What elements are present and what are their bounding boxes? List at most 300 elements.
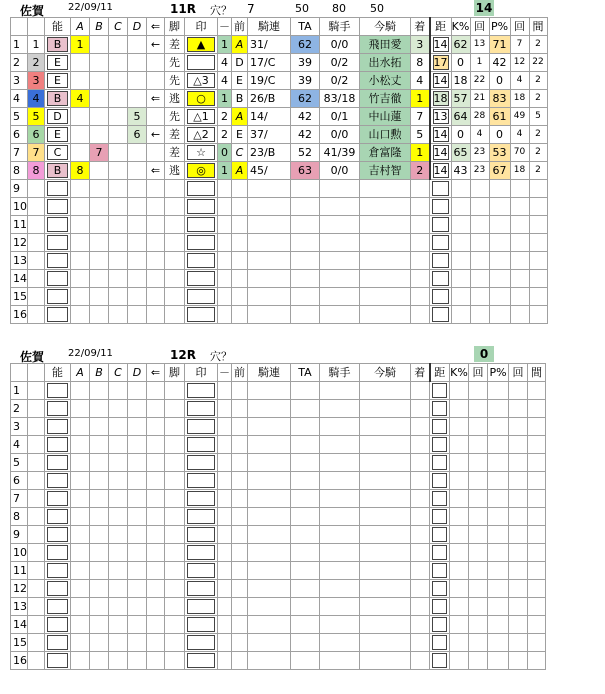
mark-box	[187, 563, 215, 578]
rank	[218, 526, 232, 544]
p-count	[510, 252, 529, 270]
kyaku: 先	[165, 54, 185, 72]
table-row	[11, 234, 548, 252]
k-count	[469, 652, 488, 670]
nou	[45, 108, 71, 126]
nou-box	[47, 199, 68, 214]
col-b	[90, 634, 109, 652]
col-a	[71, 526, 90, 544]
chaku: 1	[411, 144, 430, 162]
interval	[529, 288, 547, 306]
nou	[45, 36, 71, 54]
waku	[28, 270, 45, 288]
p-count	[509, 652, 528, 670]
mark	[185, 270, 218, 288]
col-b	[90, 418, 109, 436]
row-no: 2	[11, 54, 28, 72]
kisyu: 0/0	[320, 162, 360, 180]
rank	[218, 400, 232, 418]
kyori-box	[432, 509, 447, 524]
k-pct	[451, 180, 470, 198]
col-d	[128, 508, 147, 526]
row-no: 4	[11, 90, 28, 108]
chaku	[411, 418, 430, 436]
p-count	[509, 472, 528, 490]
kyori-box	[432, 181, 449, 196]
jockey-name: 吉村智	[360, 162, 411, 180]
jockey-name	[360, 580, 411, 598]
kyori	[430, 580, 450, 598]
kisyu-threshold: 50	[370, 2, 384, 15]
col-d	[128, 526, 147, 544]
kisyu	[320, 454, 360, 472]
table-row	[11, 652, 546, 670]
mae: C	[232, 144, 248, 162]
mae	[232, 508, 248, 526]
nou-box: B	[47, 163, 68, 178]
kyori	[430, 126, 452, 144]
mark	[185, 418, 218, 436]
ta	[291, 180, 320, 198]
kisyuren	[248, 216, 291, 234]
nou	[45, 472, 71, 490]
col-a	[71, 382, 90, 400]
kisyuren: 37/	[248, 126, 291, 144]
table-row	[11, 270, 548, 288]
waku: 4	[28, 90, 45, 108]
k-pct: 65	[451, 144, 470, 162]
jockey-name	[360, 418, 411, 436]
ana-label: 穴？	[210, 350, 232, 363]
table-row	[11, 490, 546, 508]
kisyu	[320, 544, 360, 562]
mae	[232, 652, 248, 670]
kyori-box: 13	[433, 110, 448, 123]
kisyuren	[248, 400, 291, 418]
kyori	[430, 508, 450, 526]
kisyuren: 23/B	[248, 144, 291, 162]
col-c	[109, 562, 128, 580]
mark	[185, 54, 218, 72]
rank	[218, 288, 232, 306]
interval: 2	[529, 144, 547, 162]
kisyuren	[248, 526, 291, 544]
p-pct: 0	[489, 72, 510, 90]
kyaku	[165, 526, 185, 544]
p-count	[509, 418, 528, 436]
col-a	[71, 544, 90, 562]
table-row	[11, 508, 546, 526]
k-count	[469, 526, 488, 544]
nou-box	[47, 563, 68, 578]
kyori	[430, 634, 450, 652]
ta	[291, 418, 320, 436]
nou-box	[47, 581, 68, 596]
jockey-name	[360, 180, 411, 198]
p-pct	[489, 306, 510, 324]
nou-box: E	[47, 127, 68, 142]
kisyu: 83/18	[320, 90, 360, 108]
col-b	[90, 54, 109, 72]
kisyuren	[248, 562, 291, 580]
mark-box	[187, 235, 215, 250]
row-no: 13	[11, 252, 28, 270]
ta	[291, 454, 320, 472]
col-c	[109, 418, 128, 436]
arrow	[147, 580, 165, 598]
col-header-kisyuren: 騎連	[248, 364, 291, 382]
col-c	[109, 162, 128, 180]
chaku	[411, 616, 430, 634]
kyaku	[165, 580, 185, 598]
col-d	[128, 162, 147, 180]
kyaku	[165, 180, 185, 198]
col-d	[128, 562, 147, 580]
col-a	[71, 598, 90, 616]
col-header-rank: －	[218, 18, 232, 36]
waku: 1	[28, 36, 45, 54]
col-c	[109, 126, 128, 144]
k-pct	[450, 544, 469, 562]
col-b: 7	[90, 144, 109, 162]
k-pct	[450, 472, 469, 490]
rank	[218, 580, 232, 598]
jockey-name: 小松丈	[360, 72, 411, 90]
arrow	[147, 472, 165, 490]
mark-box	[187, 617, 215, 632]
interval: 2	[529, 126, 547, 144]
kyaku	[165, 234, 185, 252]
table-row	[11, 162, 548, 180]
k-pct	[450, 562, 469, 580]
kyaku	[165, 454, 185, 472]
col-d	[128, 580, 147, 598]
col-c	[109, 54, 128, 72]
k-count	[469, 454, 488, 472]
kisyuren	[248, 198, 291, 216]
kisyuren: 31/	[248, 36, 291, 54]
col-a: 8	[71, 162, 90, 180]
kisyuren: 14/	[248, 108, 291, 126]
col-header-interval: 間	[529, 18, 547, 36]
col-d	[128, 144, 147, 162]
p-pct	[488, 652, 509, 670]
col-header-row-no	[11, 18, 28, 36]
kyaku	[165, 508, 185, 526]
ta: 63	[291, 162, 320, 180]
kisyu: 0/0	[320, 126, 360, 144]
col-header-k-count: 回	[469, 364, 488, 382]
row-no: 12	[11, 234, 28, 252]
mae	[232, 454, 248, 472]
col-header-kisyu: 騎手	[320, 18, 360, 36]
nou-box	[47, 383, 68, 398]
nou-box	[47, 307, 68, 322]
mark	[185, 180, 218, 198]
col-a	[71, 472, 90, 490]
p-count: 70	[510, 144, 529, 162]
interval	[529, 252, 547, 270]
col-header-col-c: C	[109, 364, 128, 382]
interval	[528, 544, 546, 562]
mark-box	[187, 307, 215, 322]
nou	[45, 180, 71, 198]
p-pct	[488, 562, 509, 580]
rank	[218, 562, 232, 580]
kisyuren	[248, 598, 291, 616]
kisyuren	[248, 382, 291, 400]
jockey-name	[360, 234, 411, 252]
k-count: 22	[470, 72, 489, 90]
nou-box	[47, 545, 68, 560]
nou-box	[47, 181, 68, 196]
p-count	[510, 180, 529, 198]
k-count	[469, 436, 488, 454]
kisyu	[320, 288, 360, 306]
mae	[232, 288, 248, 306]
kyori-box	[432, 617, 447, 632]
ta: 52	[291, 144, 320, 162]
kyaku	[165, 306, 185, 324]
mark-box	[187, 509, 215, 524]
k-pct	[450, 400, 469, 418]
p-pct	[488, 634, 509, 652]
mark	[185, 436, 218, 454]
mae: A	[232, 162, 248, 180]
mark-box: ▲	[187, 37, 215, 52]
row-no: 13	[11, 598, 28, 616]
k-count	[470, 234, 489, 252]
table-row	[11, 288, 548, 306]
ta	[291, 288, 320, 306]
col-a	[71, 54, 90, 72]
nou	[45, 652, 71, 670]
rank: 1	[218, 162, 232, 180]
col-b	[90, 72, 109, 90]
rank: 1	[218, 36, 232, 54]
col-a	[71, 418, 90, 436]
waku	[28, 418, 45, 436]
kyori	[430, 288, 452, 306]
waku	[28, 652, 45, 670]
col-b	[90, 652, 109, 670]
nou	[45, 90, 71, 108]
arrow: ⇐	[147, 90, 165, 108]
p-count	[509, 400, 528, 418]
table-row	[11, 382, 546, 400]
waku	[28, 288, 45, 306]
chaku	[411, 288, 430, 306]
waku	[28, 544, 45, 562]
jockey-name	[360, 288, 411, 306]
interval: 2	[529, 90, 547, 108]
col-b	[90, 472, 109, 490]
col-a	[71, 288, 90, 306]
row-no: 8	[11, 162, 28, 180]
row-no: 7	[11, 490, 28, 508]
mae	[232, 598, 248, 616]
table-row	[11, 90, 548, 108]
arrow	[147, 72, 165, 90]
p-count: 7	[510, 36, 529, 54]
nou	[45, 162, 71, 180]
kisyu	[320, 270, 360, 288]
mark-box: ○	[187, 91, 215, 106]
waku	[28, 508, 45, 526]
mark-box	[187, 527, 215, 542]
col-c	[109, 270, 128, 288]
kisyu: 41/39	[320, 144, 360, 162]
mae	[232, 418, 248, 436]
col-a	[71, 126, 90, 144]
p-pct	[488, 490, 509, 508]
mark	[185, 454, 218, 472]
kisyuren	[248, 508, 291, 526]
row-no: 10	[11, 544, 28, 562]
chaku	[411, 634, 430, 652]
p-pct	[488, 472, 509, 490]
table-row	[11, 36, 548, 54]
k-count: 21	[470, 90, 489, 108]
kyori	[430, 400, 450, 418]
kyori	[430, 162, 452, 180]
kyori-box: 18	[433, 92, 448, 105]
p-pct	[488, 616, 509, 634]
rank	[218, 490, 232, 508]
col-a	[71, 198, 90, 216]
jockey-name	[360, 454, 411, 472]
waku	[28, 454, 45, 472]
k-pct	[451, 252, 470, 270]
kyori-box	[432, 419, 447, 434]
waku	[28, 562, 45, 580]
rank	[218, 234, 232, 252]
col-a: 1	[71, 36, 90, 54]
mae	[232, 544, 248, 562]
kisyuren	[248, 580, 291, 598]
col-d	[128, 382, 147, 400]
arrow	[147, 562, 165, 580]
table-row	[11, 306, 548, 324]
col-a	[71, 270, 90, 288]
kyori-box	[432, 491, 447, 506]
kyori	[430, 598, 450, 616]
kisyuren: 19/C	[248, 72, 291, 90]
kisyuren	[248, 306, 291, 324]
p-pct	[488, 454, 509, 472]
interval	[528, 634, 546, 652]
interval: 22	[529, 54, 547, 72]
k-count	[469, 508, 488, 526]
kyori-box	[432, 437, 447, 452]
col-c	[109, 526, 128, 544]
table-row	[11, 418, 546, 436]
mae: A	[232, 36, 248, 54]
mark-box	[187, 401, 215, 416]
p-count	[509, 616, 528, 634]
col-header-jockey-name: 今騎	[360, 18, 411, 36]
p-pct: 61	[489, 108, 510, 126]
col-d	[128, 36, 147, 54]
kisyuren: 26/B	[248, 90, 291, 108]
interval: 5	[529, 108, 547, 126]
ta	[291, 252, 320, 270]
kyori	[430, 652, 450, 670]
kyori	[430, 180, 452, 198]
nou-box: C	[47, 145, 68, 160]
p-count	[509, 526, 528, 544]
mark-box	[187, 289, 215, 304]
col-header-mark: 印	[185, 18, 218, 36]
kyaku	[165, 616, 185, 634]
p-count	[509, 598, 528, 616]
p-count	[510, 216, 529, 234]
col-b	[90, 508, 109, 526]
col-header-interval: 間	[528, 364, 546, 382]
col-header-kyori: 距	[430, 364, 450, 382]
kisyu	[320, 616, 360, 634]
p-pct	[489, 216, 510, 234]
k-pct	[451, 234, 470, 252]
mark	[185, 616, 218, 634]
kisyuren	[248, 652, 291, 670]
rank	[218, 652, 232, 670]
chaku: 8	[411, 54, 430, 72]
k-pct: 0	[451, 54, 470, 72]
col-d	[128, 652, 147, 670]
kisyuren	[248, 490, 291, 508]
nou	[45, 580, 71, 598]
kyori	[430, 234, 452, 252]
arrow	[147, 454, 165, 472]
table-row	[11, 634, 546, 652]
kyori	[430, 216, 452, 234]
col-d	[128, 90, 147, 108]
kyaku	[165, 598, 185, 616]
mark-box	[187, 55, 215, 70]
kisyuren	[248, 252, 291, 270]
arrow	[147, 252, 165, 270]
kisyu	[320, 634, 360, 652]
col-b	[90, 198, 109, 216]
k-count: 28	[470, 108, 489, 126]
col-c	[109, 508, 128, 526]
kisyu	[320, 562, 360, 580]
col-d	[128, 436, 147, 454]
kyori	[430, 526, 450, 544]
kyori	[430, 36, 452, 54]
col-a	[71, 234, 90, 252]
chaku	[411, 508, 430, 526]
col-header-chaku: 着	[411, 364, 430, 382]
mark-box	[187, 181, 215, 196]
k-count: 13	[470, 36, 489, 54]
kisyuren-threshold: 50	[295, 2, 309, 15]
mark-box: △2	[187, 127, 215, 142]
k-count	[470, 288, 489, 306]
row-no: 3	[11, 418, 28, 436]
kyaku	[165, 198, 185, 216]
chaku	[411, 234, 430, 252]
mae	[232, 634, 248, 652]
waku	[28, 580, 45, 598]
row-no: 9	[11, 180, 28, 198]
col-a	[71, 180, 90, 198]
k-pct	[451, 198, 470, 216]
kisyu	[320, 598, 360, 616]
col-c	[109, 72, 128, 90]
rank	[218, 616, 232, 634]
